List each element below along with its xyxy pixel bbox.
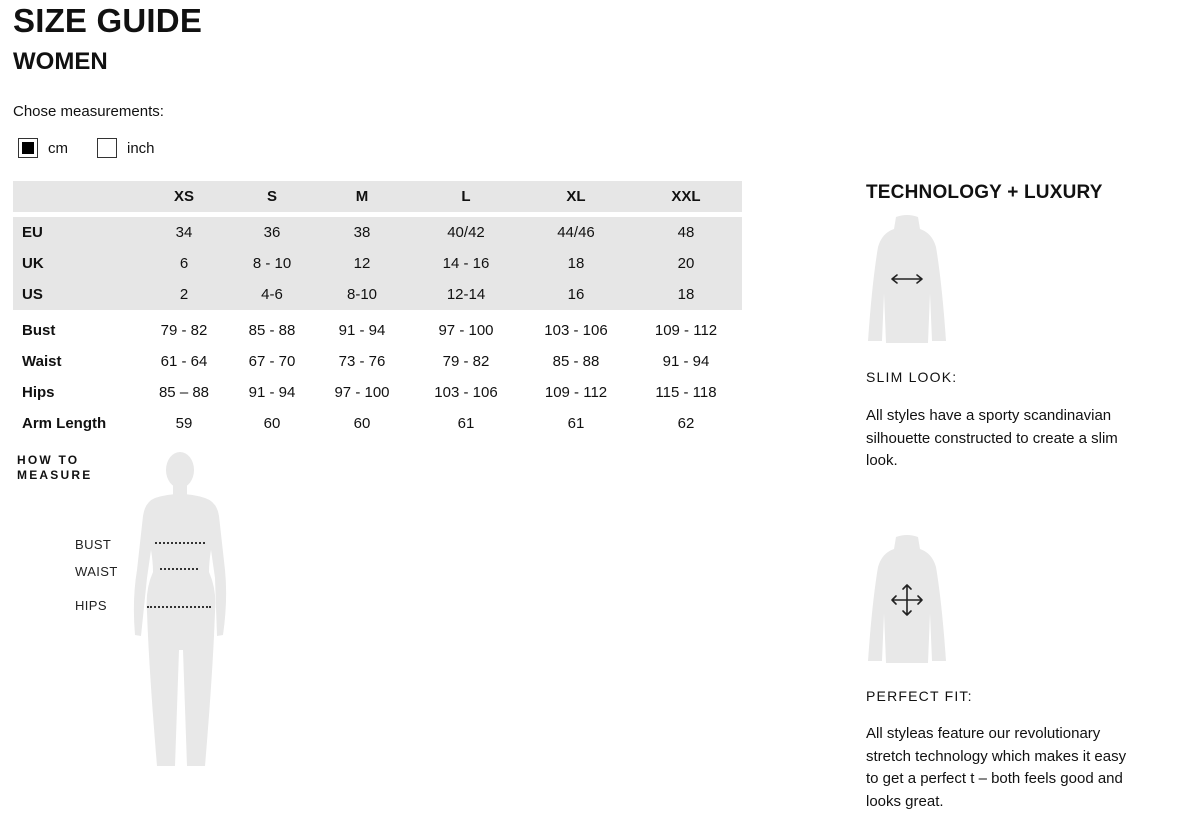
page-title: SIZE GUIDE	[13, 2, 203, 39]
size-header-xl: XL	[566, 188, 586, 205]
how-to-measure-line2: MEASURE	[17, 468, 93, 482]
table-cell: 59	[175, 415, 193, 432]
inch-checkbox[interactable]	[97, 138, 117, 158]
table-cell: 16	[567, 286, 585, 303]
table-cell: 85 - 88	[552, 353, 600, 370]
table-cell: 61	[567, 415, 585, 432]
table-cell: 8-10	[346, 286, 378, 303]
row-label-hips: Hips	[22, 384, 55, 401]
table-cell: 61	[457, 415, 475, 432]
table-cell: 85 – 88	[158, 384, 210, 401]
coat-fit-icon	[866, 533, 948, 665]
bust-label: BUST	[75, 537, 112, 552]
table-cell: 60	[263, 415, 281, 432]
table-cell: 60	[353, 415, 371, 432]
table-row-us	[13, 279, 742, 310]
size-table	[13, 181, 742, 439]
table-row-waist	[13, 346, 742, 377]
bust-line	[155, 542, 205, 544]
table-row-hips	[13, 377, 742, 408]
table-cell: 62	[677, 415, 695, 432]
body-silhouette-icon	[125, 450, 235, 770]
unit-option-inch[interactable]	[97, 136, 155, 160]
table-cell: 85 - 88	[248, 322, 296, 339]
hips-label: HIPS	[75, 598, 107, 613]
table-cell: 18	[677, 286, 695, 303]
table-cell: 40/42	[447, 224, 485, 241]
feature-title-perfect-fit: PERFECT FIT:	[866, 688, 973, 704]
table-cell: 34	[175, 224, 193, 241]
row-label-uk: UK	[22, 255, 44, 272]
inch-label: inch	[127, 139, 155, 157]
table-cell: 2	[179, 286, 189, 303]
table-cell: 12-14	[446, 286, 486, 303]
table-row-eu	[13, 217, 742, 248]
table-cell: 103 - 106	[544, 322, 608, 339]
page-subtitle: WOMEN	[13, 48, 108, 75]
feature-body-perfect-fit: All styleas feature our revolutionary stretch technology which makes it easy to get a perfect t – both feels good and looks great.	[866, 725, 1127, 810]
table-cell: 79 - 82	[442, 353, 490, 370]
size-header-l: L	[461, 188, 471, 205]
row-label-eu: EU	[22, 224, 43, 241]
coat-slim-icon	[866, 213, 948, 345]
table-cell: 115 - 118	[655, 384, 717, 401]
table-cell: 97 - 100	[334, 384, 390, 401]
row-label-arm-length: Arm Length	[22, 415, 107, 432]
table-row-bust	[13, 315, 742, 346]
table-cell: 91 - 94	[662, 353, 710, 370]
table-cell: 109 - 112	[654, 322, 718, 339]
table-row-uk	[13, 248, 742, 279]
table-cell: 18	[567, 255, 585, 272]
hips-line	[147, 606, 211, 608]
size-header-m: M	[355, 188, 369, 205]
table-cell: 73 - 76	[338, 353, 386, 370]
unit-option-cm[interactable]	[18, 136, 68, 160]
measurement-prompt: Chose measurements:	[13, 103, 164, 120]
row-label-waist: Waist	[22, 353, 62, 370]
how-to-measure-line1: HOW TO	[17, 453, 80, 467]
size-header-xxl: XXL	[671, 188, 701, 205]
conversion-group	[13, 217, 742, 310]
feature-title-slim-look: SLIM LOOK:	[866, 369, 958, 385]
table-cell: 38	[353, 224, 371, 241]
table-cell: 91 - 94	[248, 384, 296, 401]
table-cell: 36	[263, 224, 281, 241]
cm-checkbox[interactable]	[18, 138, 38, 158]
table-cell: 103 - 106	[434, 384, 498, 401]
table-cell: 109 - 112	[544, 384, 608, 401]
table-cell: 97 - 100	[438, 322, 494, 339]
table-cell: 4-6	[261, 286, 283, 303]
table-cell: 12	[353, 255, 371, 272]
table-cell: 91 - 94	[338, 322, 386, 339]
table-cell: 61 - 64	[160, 353, 208, 370]
size-header-row	[13, 181, 742, 212]
row-label-bust: Bust	[22, 322, 56, 339]
table-cell: 8 - 10	[252, 255, 292, 272]
table-cell: 79 - 82	[160, 322, 208, 339]
measurements-group	[13, 315, 742, 439]
table-cell: 44/46	[557, 224, 595, 241]
size-header-s: S	[266, 188, 277, 205]
table-cell: 20	[677, 255, 695, 272]
waist-label: WAIST	[75, 564, 118, 579]
feature-body-slim-look: All styles have a sporty scandinavian silhouette constructed to create a slim look.	[866, 407, 1118, 469]
waist-line	[160, 568, 198, 570]
cm-label: cm	[48, 139, 68, 157]
table-cell: 6	[179, 255, 189, 272]
table-cell: 48	[677, 224, 695, 241]
table-cell: 67 - 70	[248, 353, 296, 370]
table-row-arm-length	[13, 408, 742, 439]
technology-title: TECHNOLOGY + LUXURY	[866, 182, 1103, 203]
row-label-us: US	[22, 286, 43, 303]
how-to-measure-heading	[17, 453, 92, 483]
size-header-xs: XS	[173, 188, 194, 205]
table-cell: 14 - 16	[442, 255, 490, 272]
